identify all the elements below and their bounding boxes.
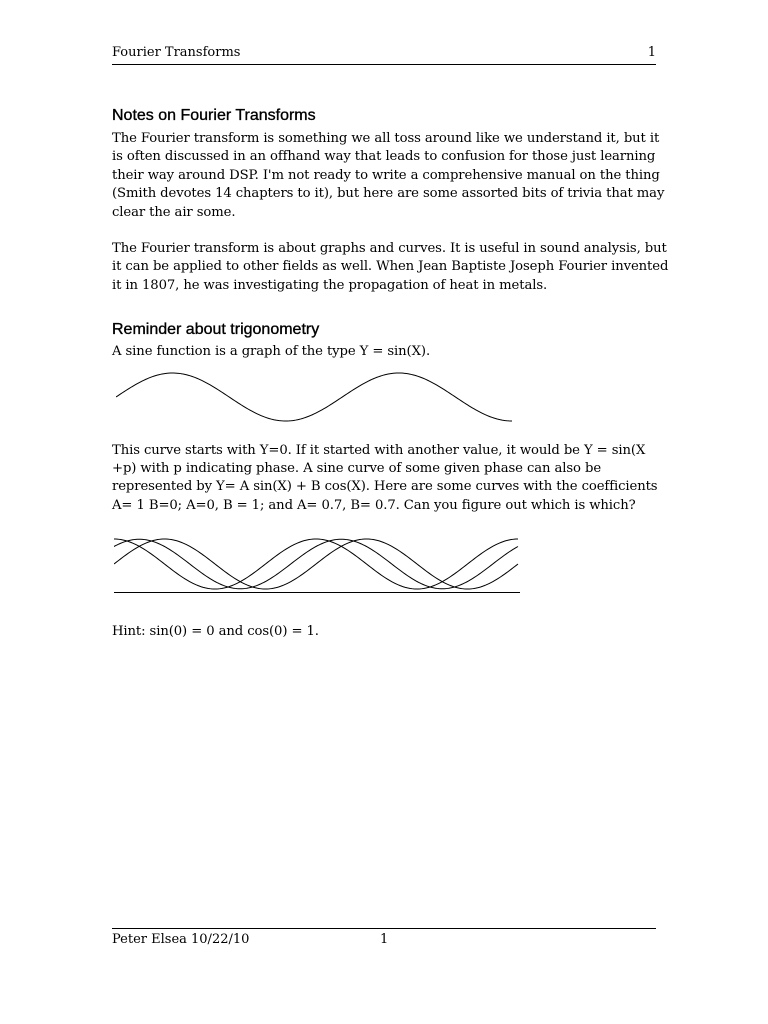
- footer-page-number: 1: [380, 932, 389, 947]
- page-header: [112, 44, 656, 65]
- page-body: [112, 104, 672, 642]
- header-page-number: 1: [647, 45, 656, 60]
- phase-curves-figure: [114, 535, 520, 595]
- header-title: Fourier Transforms: [112, 45, 241, 60]
- paragraph: The Fourier transform is something we all toss around like we understand it, but it is often discussed in an offhand way that leads to confusion for those just learning their way around DSP. I'm not ready to write a comprehensive manual on the thing (Smith devotes 14 chapters to it), but here are some assorted bits of trivia that may clear the air some.: [112, 131, 665, 220]
- paragraph: The Fourier transform is about graphs and curves. It is useful in sound analysis, but it can be applied to other fields as well. When Jean Baptiste Joseph Fourier invented it in 1807, he was investigating the propagation of heat in metals.: [112, 241, 669, 293]
- section-heading: Notes on Fourier Transforms: [112, 107, 316, 124]
- footer-author-date: Peter Elsea 10/22/10: [112, 932, 250, 947]
- sine-curve-figure: [116, 370, 516, 430]
- page-footer: [112, 928, 656, 947]
- hint-text: Hint: sin(0) = 0 and cos(0) = 1.: [112, 624, 319, 640]
- section-heading: Reminder about trigonometry: [112, 321, 320, 339]
- paragraph: A sine function is a graph of the type Y = sin(X).: [112, 344, 431, 360]
- sine-curve: [116, 373, 512, 421]
- paragraph: This curve starts with Y=0. If it started with another value, it would be Y = sin(X +p) with p indicating phase. A sine curve of some given phase can also be represented by Y= A sin(X) + B cos(X). Here are some curves with the coefficients A= 1 B=0; A=0, B = 1; and A= 0.7, B= 0.7. Can you figure out which is which?: [112, 442, 658, 513]
